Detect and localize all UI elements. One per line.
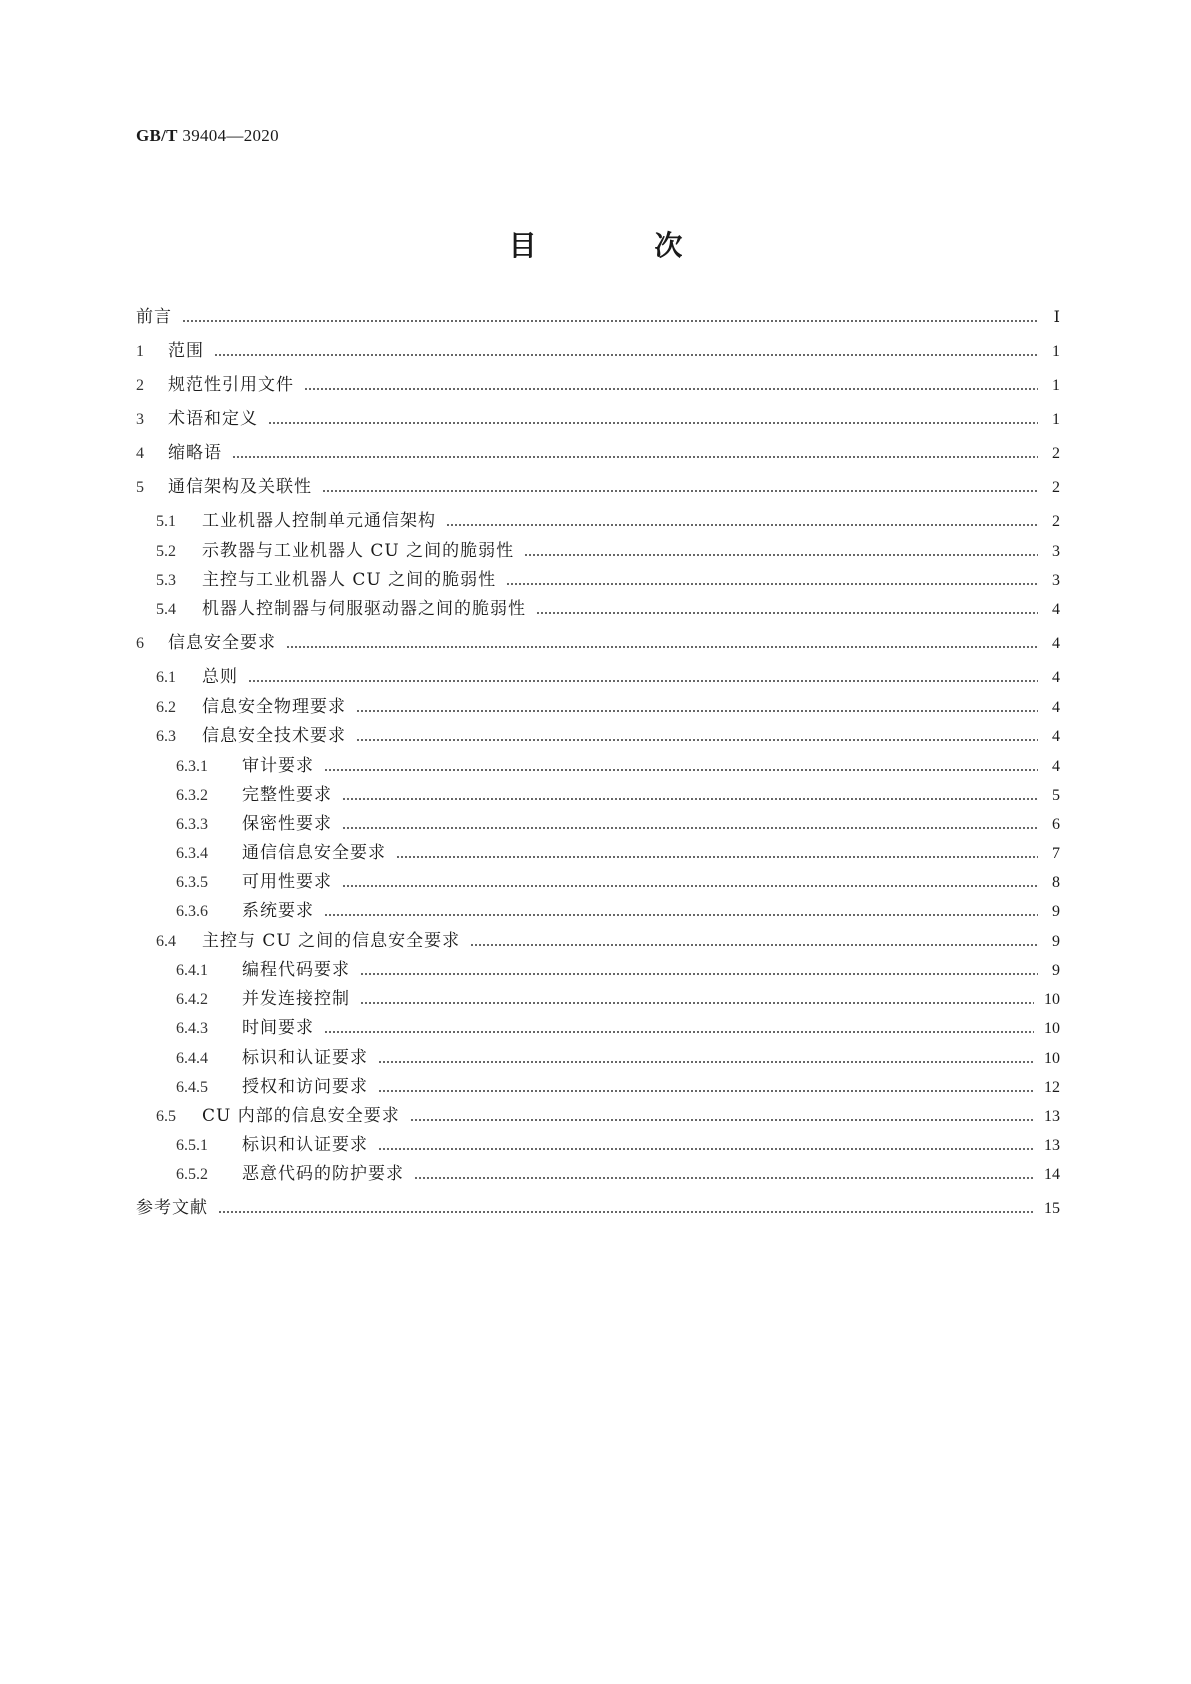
- toc-entry-3[interactable]: [136, 408, 1060, 430]
- toc-entry-label: 信息安全技术要求: [202, 726, 346, 746]
- toc-entry-label: 完整性要求: [242, 785, 332, 805]
- toc-entry-number: 6.3.5: [176, 874, 208, 891]
- dot-leader: [214, 354, 1038, 356]
- toc-entry-6-5-2[interactable]: [176, 1163, 1060, 1185]
- page-title: 目 次: [508, 229, 737, 262]
- toc-entry-number: 6.1: [156, 669, 176, 686]
- toc-entry-page: 8: [1052, 874, 1060, 891]
- toc-entry-number: 5.3: [156, 572, 176, 589]
- dot-leader: [342, 827, 1038, 829]
- toc-entry-number: 6.5.1: [176, 1137, 208, 1154]
- toc-entry-number: 6.3.3: [176, 816, 208, 833]
- toc-entry-label: 缩略语: [168, 443, 222, 463]
- toc-entry-label: 术语和定义: [168, 409, 258, 429]
- toc-entry-page: 9: [1052, 933, 1060, 950]
- toc-entry-page: 4: [1052, 758, 1060, 775]
- dot-leader: [182, 320, 1038, 322]
- toc-entry-label: 信息安全要求: [168, 633, 276, 653]
- toc-entry-number: 6.5.2: [176, 1166, 208, 1183]
- toc-entry-label: 通信信息安全要求: [242, 843, 386, 863]
- toc-entry-page: Ⅰ: [1053, 309, 1060, 326]
- toc-entry-number: 6.3: [156, 728, 176, 745]
- toc-entry-6-4-2[interactable]: [176, 988, 1060, 1010]
- toc-entry-4[interactable]: [136, 442, 1060, 464]
- toc-entry-label: 总则: [202, 667, 238, 687]
- toc-entry-number: 6.3.2: [176, 787, 208, 804]
- toc-entry-6-4[interactable]: [156, 930, 1060, 952]
- dot-leader: [536, 612, 1038, 614]
- toc-entry-5-4[interactable]: [156, 598, 1060, 620]
- toc-entry-page: 10: [1044, 1050, 1060, 1067]
- toc-entry-number: 5.1: [156, 513, 176, 530]
- toc-entry-6-3-5[interactable]: [176, 871, 1060, 893]
- toc-entry-label: 编程代码要求: [242, 960, 350, 980]
- dot-leader: [248, 680, 1038, 682]
- toc-entry-page: 13: [1044, 1108, 1060, 1125]
- toc-entry-label: 授权和访问要求: [242, 1077, 368, 1097]
- dot-leader: [322, 490, 1038, 492]
- toc-entry-number: 1: [136, 343, 144, 360]
- toc-entry-label: 标识和认证要求: [242, 1135, 368, 1155]
- toc-entry-6-3-1[interactable]: [176, 755, 1060, 777]
- toc-entry-number: 6.3.1: [176, 758, 208, 775]
- toc-entry-page: 13: [1044, 1137, 1060, 1154]
- toc-entry-number: 5.2: [156, 543, 176, 560]
- toc-entry-5-3[interactable]: [156, 569, 1060, 591]
- toc-entry-label: 标识和认证要求: [242, 1048, 368, 1068]
- toc-entry-label: 系统要求: [242, 901, 314, 921]
- toc-entry-6-3-3[interactable]: [176, 813, 1060, 835]
- toc-entry-label: 并发连接控制: [242, 989, 350, 1009]
- toc-entry-preface[interactable]: [136, 306, 1060, 328]
- dot-leader: [396, 856, 1038, 858]
- toc-entry-page: 1: [1052, 343, 1060, 360]
- dot-leader: [524, 554, 1038, 556]
- toc-entry-label: 主控与 CU 之间的信息安全要求: [202, 931, 461, 951]
- toc-entry-number: 6.2: [156, 699, 176, 716]
- toc-entry-5-1[interactable]: [156, 510, 1060, 532]
- toc-entry-label: 范围: [168, 341, 204, 361]
- toc-entry-6-4-1[interactable]: [176, 959, 1060, 981]
- dot-leader: [324, 1031, 1034, 1033]
- toc-entry-label: 恶意代码的防护要求: [242, 1164, 404, 1184]
- toc-entry-6-1[interactable]: [156, 666, 1060, 688]
- dot-leader: [342, 885, 1038, 887]
- toc-entry-page: 1: [1052, 377, 1060, 394]
- standard-prefix: GB/T: [136, 126, 178, 145]
- toc-entry-6-4-5[interactable]: [176, 1076, 1060, 1098]
- dot-leader: [378, 1061, 1034, 1063]
- toc-entry-number: 6.5: [156, 1108, 176, 1125]
- toc-entry-number: 6.4.1: [176, 962, 208, 979]
- toc-entry-number: 6.4.2: [176, 991, 208, 1008]
- toc-entry-label: 可用性要求: [242, 872, 332, 892]
- dot-leader: [232, 456, 1038, 458]
- toc-entry-page: 9: [1052, 962, 1060, 979]
- toc-entry-6-2[interactable]: [156, 696, 1060, 718]
- toc-entry-page: 12: [1044, 1079, 1060, 1096]
- standard-number: 39404—2020: [182, 126, 279, 145]
- toc-entry-page: 4: [1052, 601, 1060, 618]
- toc-entry-5-2[interactable]: [156, 540, 1060, 562]
- toc-entry-number: 5.4: [156, 601, 176, 618]
- dot-leader: [324, 914, 1038, 916]
- toc-entry-page: 4: [1052, 669, 1060, 686]
- toc-entry-number: 6.4.3: [176, 1020, 208, 1037]
- toc-entry-number: 6.4: [156, 933, 176, 950]
- dot-leader: [360, 1002, 1034, 1004]
- toc-entry-page: 7: [1052, 845, 1060, 862]
- toc-entry-page: 9: [1052, 903, 1060, 920]
- toc-entry-2[interactable]: [136, 374, 1060, 396]
- toc-entry-page: 10: [1044, 1020, 1060, 1037]
- toc-entry-6-3-4[interactable]: [176, 842, 1060, 864]
- dot-leader: [304, 388, 1038, 390]
- dot-leader: [446, 524, 1038, 526]
- toc-entry-number: 6: [136, 635, 144, 652]
- toc-entry-page: 15: [1044, 1200, 1060, 1217]
- toc-entry-page: 4: [1052, 728, 1060, 745]
- toc-entry-6-5-1[interactable]: [176, 1134, 1060, 1156]
- toc-entry-page: 5: [1052, 787, 1060, 804]
- toc-entry-label: 信息安全物理要求: [202, 697, 346, 717]
- dot-leader: [356, 739, 1038, 741]
- dot-leader: [342, 798, 1038, 800]
- toc-entry-1[interactable]: [136, 340, 1060, 362]
- toc-entry-6[interactable]: [136, 632, 1060, 654]
- toc-entry-page: 1: [1052, 411, 1060, 428]
- dot-leader: [378, 1090, 1034, 1092]
- toc-entry-label: 工业机器人控制单元通信架构: [202, 511, 436, 531]
- toc-entry-number: 6.4.4: [176, 1050, 208, 1067]
- toc-entry-label: 通信架构及关联性: [168, 477, 312, 497]
- dot-leader: [356, 710, 1038, 712]
- toc-entry-6-3-6[interactable]: [176, 900, 1060, 922]
- toc-entry-number: 6.3.6: [176, 903, 208, 920]
- toc-entry-label: 保密性要求: [242, 814, 332, 834]
- dot-leader: [286, 646, 1038, 648]
- toc-entry-page: 14: [1044, 1166, 1060, 1183]
- toc-entry-number: 4: [136, 445, 144, 462]
- toc-entry-page: 3: [1052, 572, 1060, 589]
- toc-entry-page: 4: [1052, 699, 1060, 716]
- toc-entry-number: 6.3.4: [176, 845, 208, 862]
- dot-leader: [470, 944, 1038, 946]
- toc-entry-number: 5: [136, 479, 144, 496]
- toc-entry-label: 示教器与工业机器人 CU 之间的脆弱性: [202, 541, 515, 561]
- toc-entry-bibliography[interactable]: [136, 1197, 1060, 1219]
- dot-leader: [410, 1119, 1034, 1121]
- toc-entry-6-4-3[interactable]: [176, 1017, 1060, 1039]
- dot-leader: [414, 1177, 1034, 1179]
- dot-leader: [360, 973, 1038, 975]
- toc-entry-number: 6.4.5: [176, 1079, 208, 1096]
- toc-entry-label: 参考文献: [136, 1198, 208, 1218]
- toc-entry-number: 2: [136, 377, 144, 394]
- toc-entry-label: 主控与工业机器人 CU 之间的脆弱性: [202, 570, 497, 590]
- toc-entry-5[interactable]: [136, 476, 1060, 498]
- toc-entry-page: 2: [1052, 445, 1060, 462]
- toc-entry-6-4-4[interactable]: [176, 1047, 1060, 1069]
- toc-entry-6-3-2[interactable]: [176, 784, 1060, 806]
- dot-leader: [268, 422, 1038, 424]
- dot-leader: [378, 1148, 1034, 1150]
- toc-entry-6-5[interactable]: [156, 1105, 1060, 1127]
- toc-entry-page: 3: [1052, 543, 1060, 560]
- toc-entry-page: 6: [1052, 816, 1060, 833]
- toc-entry-page: 10: [1044, 991, 1060, 1008]
- dot-leader: [324, 769, 1038, 771]
- toc-entry-page: 2: [1052, 513, 1060, 530]
- standard-code: [136, 126, 279, 146]
- toc-entry-page: 2: [1052, 479, 1060, 496]
- toc-entry-label: 时间要求: [242, 1018, 314, 1038]
- toc-entry-label: 规范性引用文件: [168, 375, 294, 395]
- toc-entry-label: 审计要求: [242, 756, 314, 776]
- toc-entry-label: 前言: [136, 307, 172, 327]
- toc-entry-page: 4: [1052, 635, 1060, 652]
- toc-entry-label: 机器人控制器与伺服驱动器之间的脆弱性: [202, 599, 526, 619]
- dot-leader: [218, 1211, 1034, 1213]
- toc-entry-label: CU 内部的信息安全要求: [202, 1106, 400, 1126]
- toc-entry-6-3[interactable]: [156, 725, 1060, 747]
- dot-leader: [506, 583, 1038, 585]
- toc-entry-number: 3: [136, 411, 144, 428]
